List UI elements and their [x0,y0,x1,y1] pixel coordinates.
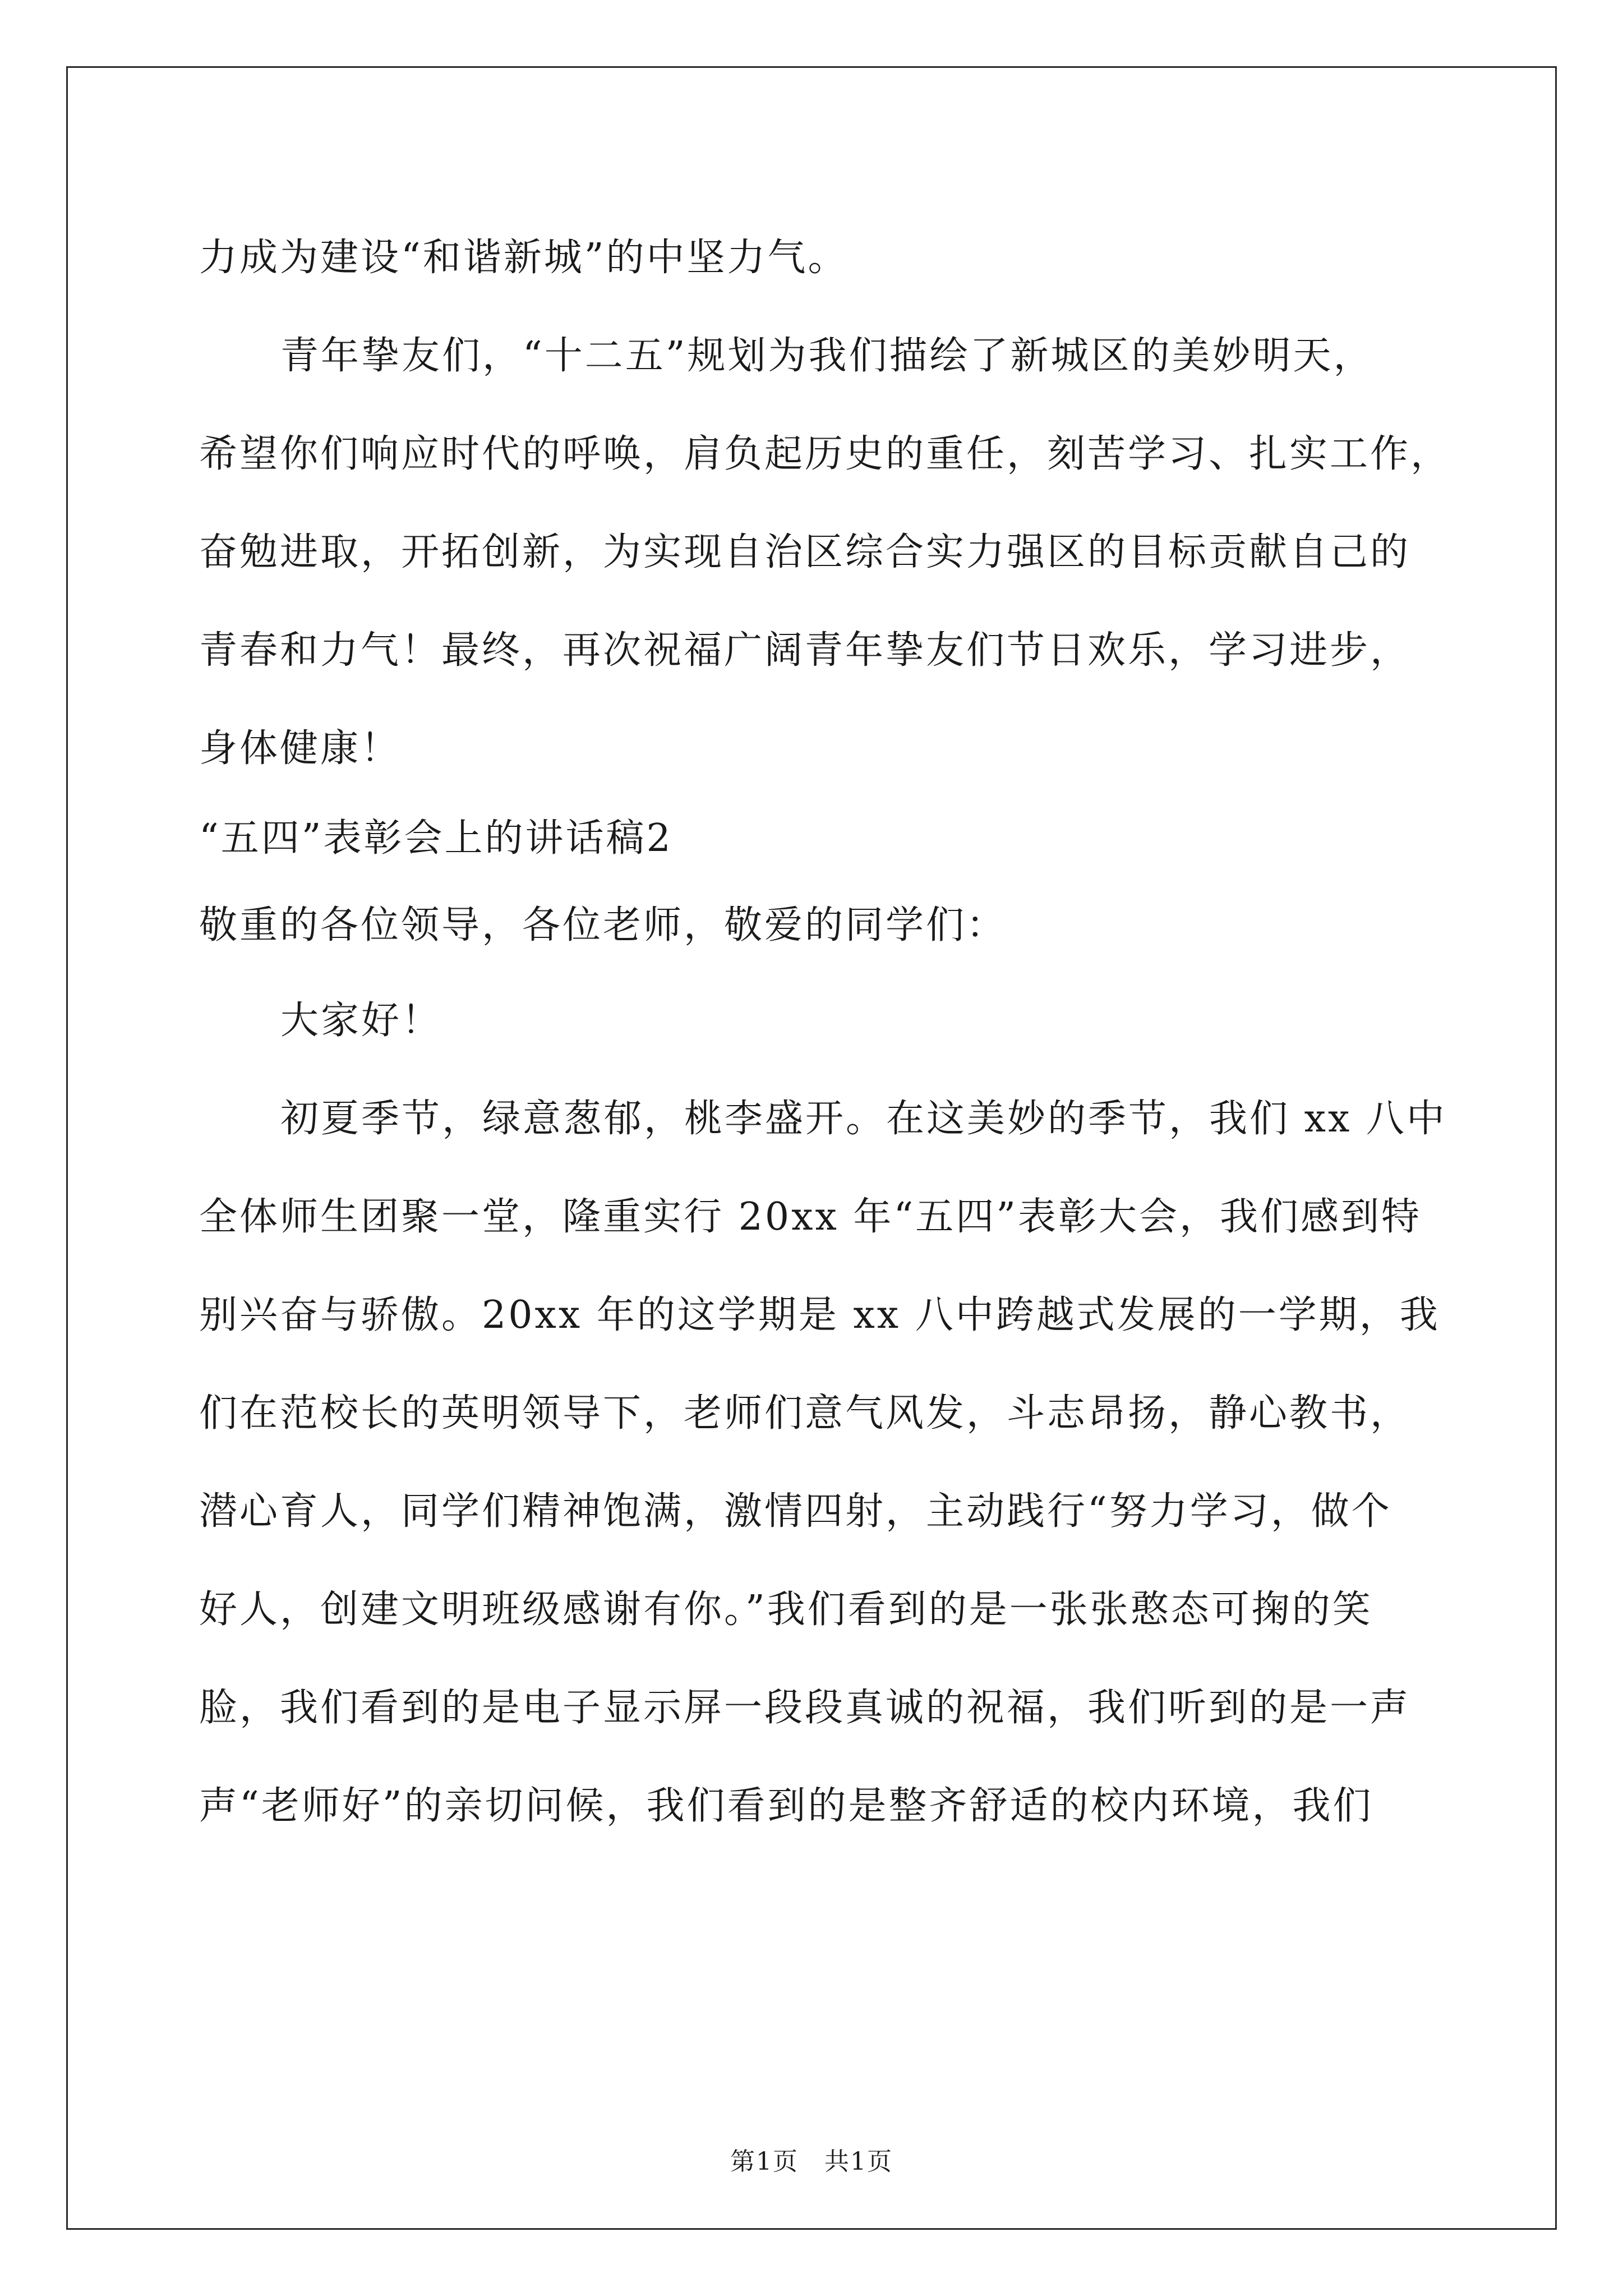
text-line: 好人，创建文明班级感谢有你。”我们看到的是一张张憨态可掬的笑 [199,1588,1373,1632]
text-line: 希望你们响应时代的呼唤，肩负起历史的重任，刻苦学习、扎实工作， [199,432,1451,476]
text-line: 青年挚友们，“十二五”规划为我们描绘了新城区的美妙明天， [280,334,1374,378]
text-line: 们在范校长的英明领导下，老师们意气风发，斗志昂扬，静心教书， [199,1391,1411,1435]
page-frame [66,66,1557,2230]
text-line: 初夏季节，绿意葱郁，桃李盛开。在这美妙的季节，我们 xx 八中 [280,1097,1447,1141]
text-line: 脸，我们看到的是电子显示屏一段段真诚的祝福，我们听到的是一声 [199,1686,1411,1730]
page-number: 第1页 共1页 [730,2147,893,2176]
text-line: 声“老师好”的亲切问候，我们看到的是整齐舒适的校内环境，我们 [199,1784,1373,1828]
text-line: 身体健康！ [199,726,402,771]
text-line: 全体师生团聚一堂，隆重实行 20xx 年“五四”表彰大会，我们感到特 [199,1195,1422,1239]
text-line: 力成为建设“和谐新城”的中坚力气。 [199,236,849,280]
text-line: 潜心育人，同学们精神饱满，激情四射，主动践行“努力学习，做个 [199,1489,1392,1534]
section-heading: “五四”表彰会上的讲话稿2 [199,816,673,861]
text-line: 青春和力气！最终，再次祝福广阔青年挚友们节日欢乐，学习进步， [199,628,1411,673]
salutation: 敬重的各位领导，各位老师，敬爱的同学们： [199,903,1007,947]
text-line: 别兴奋与骄傲。20xx 年的这学期是 xx 八中跨越式发展的一学期，我 [199,1293,1440,1337]
greeting: 大家好！ [280,999,442,1043]
text-line: 奋勉进取，开拓创新，为实现自治区综合实力强区的目标贡献自己的 [199,530,1411,574]
